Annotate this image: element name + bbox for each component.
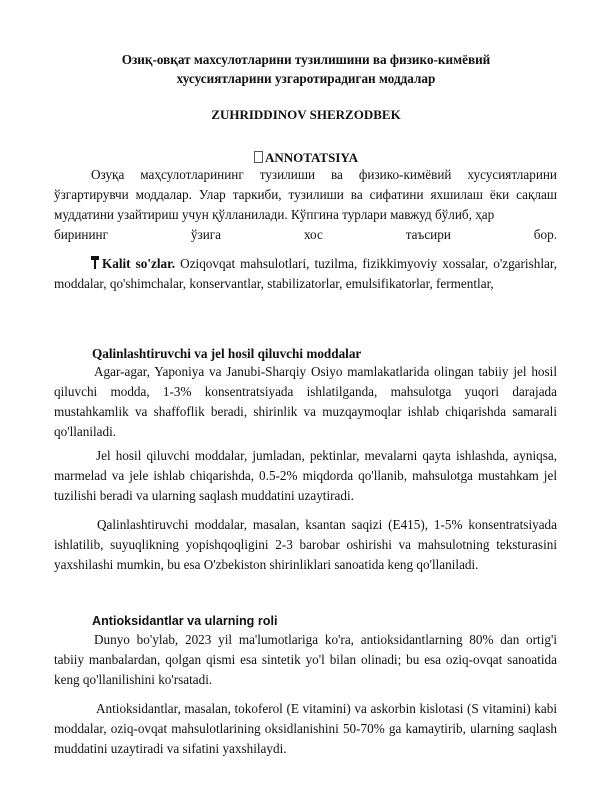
section-1-paragraph-3: Qalinlashtiruvchi moddalar, masalan, ksantan saqizi (E415), 1-5% konsentratsiyada ishlatilib, suyuqlikning yopishqoqligini 2-3 barobar oshirishi va mahsulotning teksturasini yaxshilashi mumkin, bu esa O'zbekiston shirinliklari sanoatida keng qo'llaniladi.: [54, 517, 557, 572]
annotation-text: Озуқа маҳсулотларининг тузилиши ва физико-кимёвий хусусиятларини ўзгартирувчи моддалар. Улар таркиби, тузилиши ва сифатини яхшилаш ёки сақлаш муддатини узайтириш учун қўлланилади. Кўпгина турлари мавжуд бўлиб, ҳар: [54, 167, 557, 222]
section-1-paragraph-1: Agar-agar, Yaponiya va Janubi-Sharqiy Osiyo mamlakatlarida olingan tabiiy jel hosil qiluvchi modda, 1-3% konsentratsiyada ishlatilganda, mahsulotga yuqori darajada mustahkamlik va shaffoflik beradi, shirinlik va muzqaymoqlar ishlab chiqarishda samarali qo'llaniladi.: [54, 364, 557, 439]
annotation-heading: [0, 150, 612, 166]
annotation-last-line: [54, 225, 557, 245]
section-1-paragraph-2: Jel hosil qiluvchi moddalar, jumladan, pektinlar, mevalarni qayta ishlashda, ayniqsa, marmelad va jele ishlab chiqarishda, 0.5-2% miqdorda qo'llanib, mahsulotga mustahkam jel tuzilishi beradi va ularning saqlash muddatini uzaytiradi.: [54, 448, 557, 503]
pin-icon: [91, 256, 99, 269]
annotation-word: бор.: [533, 227, 557, 242]
missing-glyph-icon: [254, 151, 263, 163]
section-2-paragraph-1: Dunyo bo'ylab, 2023 yil ma'lumotlariga ko'ra, antioksidantlarning 80% dan ortig'i tabiiy manbalardan, qolgan qismi esa sintetik yo'l bilan olinadi; bu esa oziq-ovqat sanoatida keng qo'llanilishini ko'rsatadi.: [54, 632, 557, 687]
annotation-heading-text: ANNOTATSIYA: [265, 150, 358, 165]
section-heading-thickeners: Qalinlashtiruvchi va jel hosil qiluvchi moddalar: [92, 346, 362, 361]
paper-title: [0, 50, 612, 88]
section-2-paragraph-2: Antioksidantlar, masalan, tokoferol (E vitamini) va askorbin kislotasi (S vitamini) kabi moddalar, oziq-ovqat mahsulotlarining oksidlanishini 50-70% ga kamaytirib, ularning saqlash muddatini uzaytiradi va sifatini yaxshilaydi.: [54, 701, 557, 756]
keywords-paragraph: [54, 254, 557, 294]
keywords-text: Oziqovqat mahsulotlari, tuzilma, fizikkimyoviy xossalar, o'zgarishlar, moddalar, qo'shimchalar, konservantlar, stabilizatorlar, emulsifikatorlar, fermentlar,: [54, 256, 557, 291]
annotation-word: хос: [303, 227, 323, 242]
title-line-2: хусусиятларини узгаротирадиган моддалар: [176, 71, 436, 86]
annotation-word: ўзига: [190, 227, 222, 242]
title-line-1: Озиқ-овқат махсулотларини тузилишини ва физико-кимёвий: [121, 52, 491, 67]
annotation-word: таъсири: [405, 227, 451, 242]
annotation-word: бирининг: [54, 227, 108, 242]
section-heading-antioxidants: Antioksidantlar va ularning roli: [92, 614, 278, 628]
keywords-label: Kalit so'zlar.: [102, 256, 176, 271]
author-name: ZUHRIDDINOV SHERZODBEK: [211, 107, 401, 122]
